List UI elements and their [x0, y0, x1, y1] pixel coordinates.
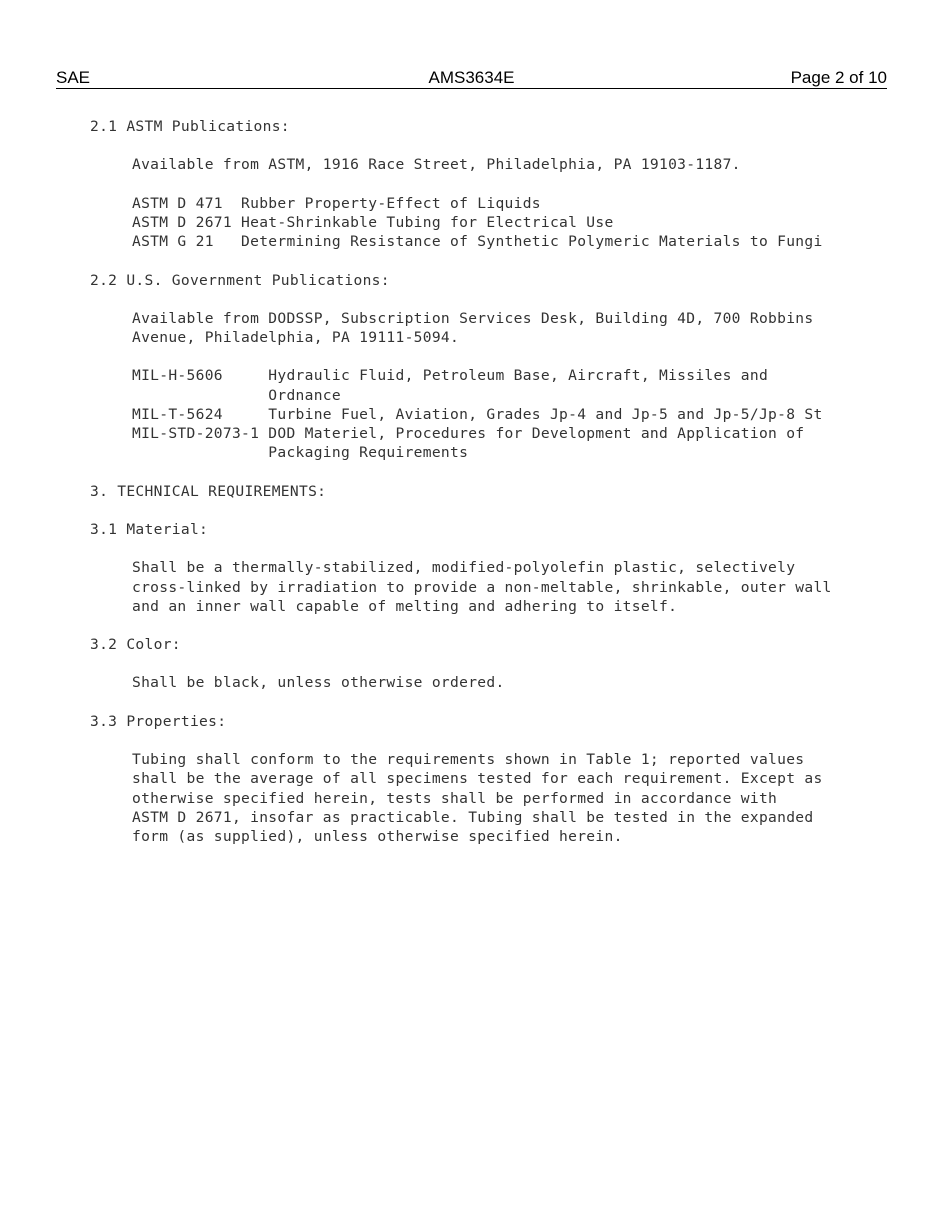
body-text-line: Avenue, Philadelphia, PA 19111-5094. [132, 329, 460, 347]
blank-line [90, 175, 890, 194]
body-text-line: ASTM G 21 Determining Resistance of Synthetic Polymeric Materials to Fungi [132, 233, 823, 251]
body-text-line: MIL-H-5606 Hydraulic Fluid, Petroleum Base, Aircraft, Missiles and [132, 367, 769, 385]
header-publisher: SAE [56, 68, 91, 87]
blank-line [90, 347, 890, 366]
body-text-line: Shall be a thermally-stabilized, modified-polyolefin plastic, selectively [132, 559, 796, 577]
blank-line [90, 654, 890, 673]
body-text-line: otherwise specified herein, tests shall be performed in accordance with [132, 789, 778, 807]
page-header [56, 66, 887, 89]
body-text-line: ASTM D 2671 Heat-Shrinkable Tubing for Electrical Use [132, 213, 614, 231]
body-text-line: shall be the average of all specimens tested for each requirement. Except as [132, 770, 823, 788]
blank-line [90, 539, 890, 558]
body-text-line: Available from DODSSP, Subscription Services Desk, Building 4D, 700 Robbins [132, 309, 814, 327]
document-body [90, 117, 890, 846]
body-text-line: Shall be black, unless otherwise ordered. [132, 674, 505, 692]
header-document-number: AMS3634E [428, 68, 515, 87]
blank-line [90, 251, 890, 270]
section-heading: 2.2 U.S. Government Publications: [90, 271, 390, 289]
blank-line [90, 501, 890, 520]
section-heading: 3.1 Material: [90, 520, 209, 538]
body-text-line: form (as supplied), unless otherwise specified herein. [132, 827, 623, 845]
body-text-line: MIL-STD-2073-1 DOD Materiel, Procedures for Development and Application of [132, 425, 805, 442]
section-heading: 3. TECHNICAL REQUIREMENTS: [90, 482, 327, 500]
blank-line [90, 731, 890, 750]
blank-line [90, 693, 890, 712]
section-heading: 2.1 ASTM Publications: [90, 118, 290, 135]
blank-line [90, 616, 890, 635]
body-text-line: Tubing shall conform to the requirements shown in Table 1; reported values [132, 751, 805, 769]
body-text-line: ASTM D 2671, insofar as practicable. Tubing shall be tested in the expanded [132, 808, 814, 826]
body-text-line: ASTM D 471 Rubber Property-Effect of Liquids [132, 194, 541, 212]
body-text-line: MIL-T-5624 Turbine Fuel, Aviation, Grades Jp-4 and Jp-5 and Jp-5/Jp-8 St [132, 405, 823, 423]
blank-line [90, 136, 890, 155]
blank-line [90, 290, 890, 309]
body-text-line: and an inner wall capable of melting and adhering to itself. [132, 597, 678, 615]
section-heading: 3.3 Properties: [90, 712, 227, 730]
body-text-line: cross-linked by irradiation to provide a non-meltable, shrinkable, outer wall [132, 578, 832, 596]
section-heading: 3.2 Color: [90, 636, 181, 654]
body-text-line: Ordnance [132, 386, 341, 404]
header-page-number: Page 2 of 10 [790, 68, 887, 87]
blank-line [90, 462, 890, 481]
body-text-line: Packaging Requirements [132, 444, 469, 462]
body-text-line: Available from ASTM, 1916 Race Street, Philadelphia, PA 19103-1187. [132, 156, 741, 174]
